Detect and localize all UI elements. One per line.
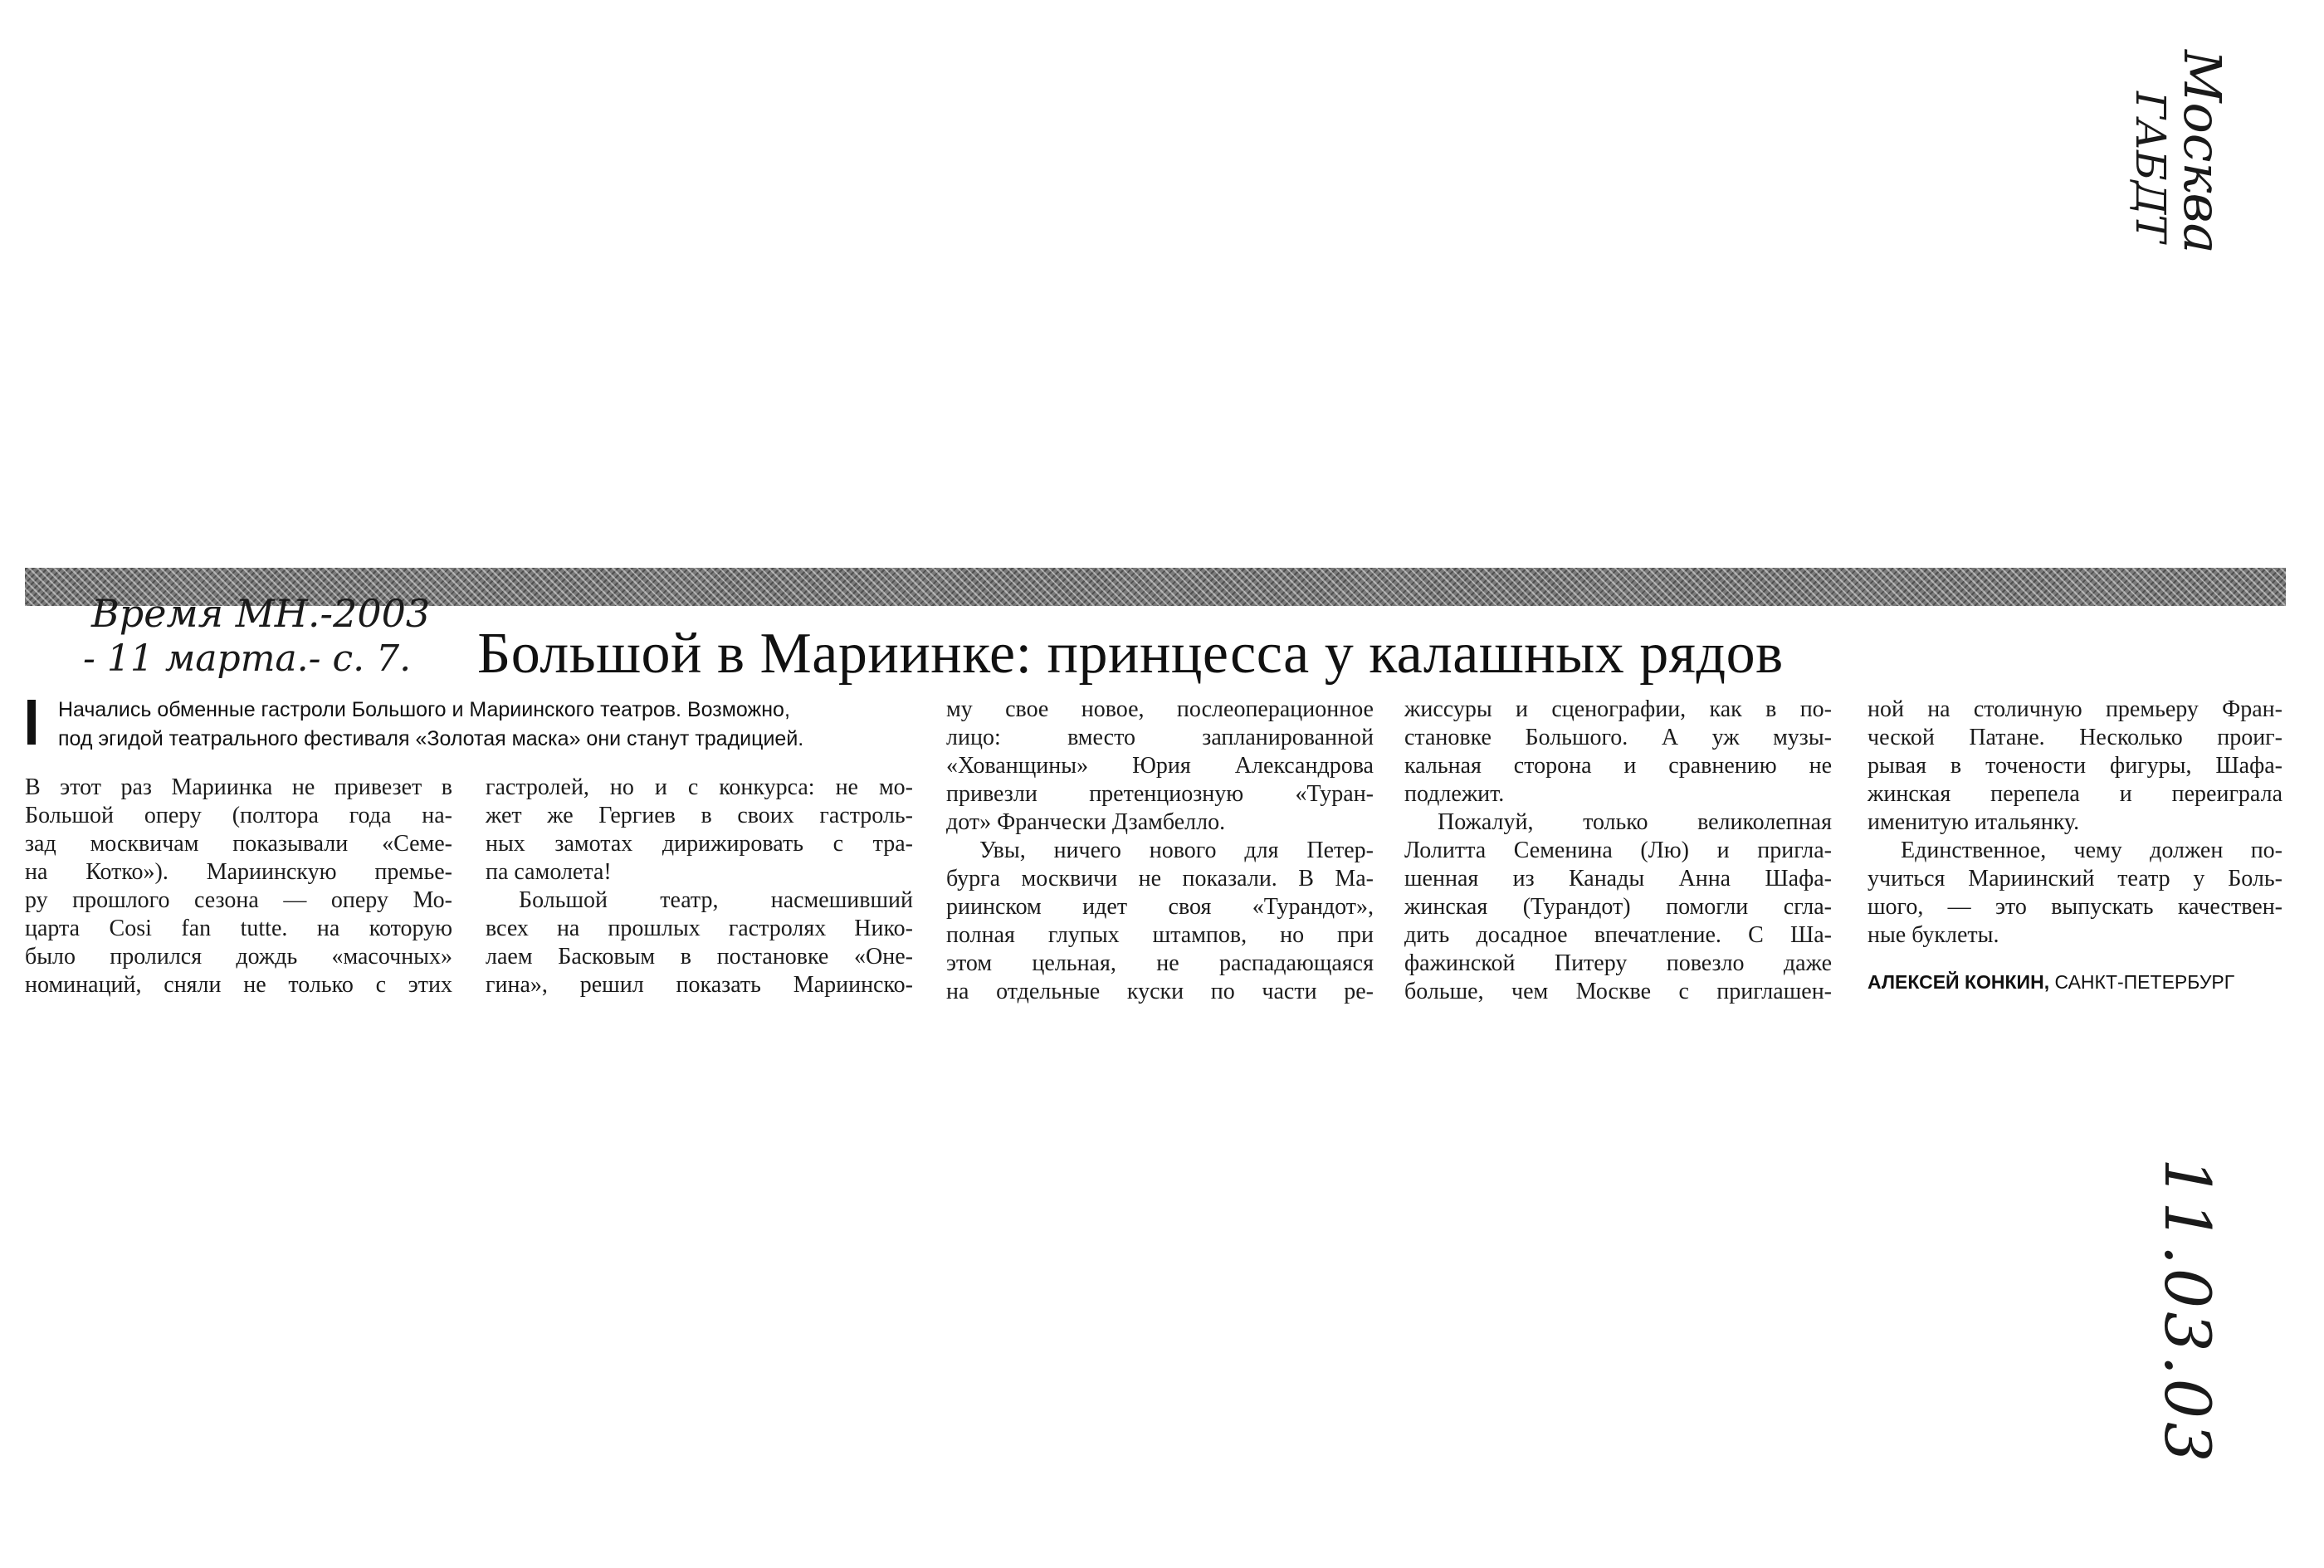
text-line: гастролей, но и с конкурса: не мо-: [486, 774, 913, 800]
handwritten-note-theatre: [2126, 91, 2175, 242]
text-line: зад москвичам показывали «Семе-: [25, 831, 452, 857]
text-line: Увы, ничего нового для Петер-: [979, 838, 1374, 863]
text-line: ных замотах дирижировать с тра-: [486, 831, 913, 857]
handwritten-source-line2: - 11 марта.- с. 7.: [83, 637, 412, 680]
text-line: становке Большого. А уж музы-: [1404, 725, 1832, 750]
text-line: дот» Франчески Дзамбелло.: [946, 809, 1226, 835]
article-column-1: [25, 774, 452, 999]
handwritten-city: Москва: [2172, 50, 2233, 254]
article-headline: Большой в Мариинке: принцесса у калашных рядов: [477, 622, 1784, 686]
text-line: В этот раз Мариинка не привезет в: [25, 774, 452, 800]
handwritten-theatre: ГАБДТ: [2126, 91, 2175, 242]
article-column-4: [1404, 696, 1832, 1006]
text-line: полная глупых штампов, но при: [946, 922, 1374, 948]
handwritten-date: 11.03.03: [2151, 1158, 2224, 1466]
text-line: гина», решил показать Мариинско-: [486, 972, 913, 998]
text-line: привезли претенциозную «Туран-: [946, 781, 1374, 807]
text-line: Большой оперу (полтора года на-: [25, 803, 452, 828]
article-column-3: [946, 696, 1374, 1006]
text-line: шого, — это выпускать качествен-: [1868, 894, 2282, 920]
text-line: именитую итальянку.: [1868, 809, 2080, 835]
text-line: ческой Патане. Несколько проиг-: [1868, 725, 2282, 750]
text-line: кальная сторона и сравнению не: [1404, 753, 1832, 779]
text-line: бурга москвичи не показали. В Ма-: [946, 866, 1374, 891]
lead-line: Начались обменные гастроли Большого и Мариинского театров. Возможно,: [58, 698, 790, 721]
text-line: му свое новое, послеоперационное: [946, 696, 1374, 722]
text-line: рывая в точености фигуры, Шафа-: [1868, 753, 2282, 779]
text-line: всех на прошлых гастролях Нико-: [486, 916, 913, 941]
lead-marker: [27, 700, 36, 745]
text-line: Единственное, чему должен по-: [1901, 838, 2282, 863]
text-line: Лолитта Семенина (Лю) и пригла-: [1404, 838, 1832, 863]
text-line: лаем Басковым в постановке «Оне-: [486, 944, 913, 970]
text-line: «Хованщины» Юрия Александрова: [946, 753, 1374, 779]
text-line: подлежит.: [1404, 781, 1505, 807]
article-lead: [58, 696, 913, 754]
text-line: Пожалуй, только великолепная: [1438, 809, 1832, 835]
text-line: лицо: вместо запланированной: [946, 725, 1374, 750]
byline-city: САНКТ-ПЕТЕРБУРГ: [2054, 971, 2235, 993]
text-line: царта Cosi fan tutte. на которую: [25, 916, 452, 941]
text-line: фажинской Питеру повезло даже: [1404, 950, 1832, 976]
text-line: этом цельная, не распадающаяся: [946, 950, 1374, 976]
text-line: жинская перепела и переиграла: [1868, 781, 2282, 807]
text-line: жет же Гергиев в своих гастроль-: [486, 803, 913, 828]
text-line: номинаций, сняли не только с этих: [25, 972, 452, 998]
article-column-5: [1868, 696, 2282, 950]
text-line: па самолета!: [486, 859, 612, 885]
article-byline: [1868, 971, 2234, 994]
text-line: ру прошлого сезона — оперу Мо-: [25, 887, 452, 913]
lead-line: под эгидой театрального фестиваля «Золотая маска» они станут традицией.: [58, 727, 804, 750]
article-column-2: [486, 774, 913, 999]
text-line: шенная из Канады Анна Шафа-: [1404, 866, 1832, 891]
text-line: ной на столичную премьеру Фран-: [1868, 696, 2282, 722]
text-line: дить досадное впечатление. С Ша-: [1404, 922, 1832, 948]
text-line: жинская (Турандот) помогли сгла-: [1404, 894, 1832, 920]
text-line: ные буклеты.: [1868, 922, 1999, 948]
text-line: жиссуры и сценографии, как в по-: [1404, 696, 1832, 722]
text-line: риинском идет своя «Турандот»,: [946, 894, 1374, 920]
text-line: учиться Мариинский театр у Боль-: [1868, 866, 2282, 891]
text-line: Большой театр, насмешивший: [519, 887, 913, 913]
handwritten-note-city: [2172, 50, 2233, 254]
text-line: больше, чем Москве с приглашен-: [1404, 979, 1832, 1004]
handwritten-source-line1: Время МН.-2003: [91, 591, 431, 636]
text-line: было пролился дождь «масочных»: [25, 944, 452, 970]
byline-author: АЛЕКСЕЙ КОНКИН,: [1868, 971, 2050, 993]
text-line: на отдельные куски по части ре-: [946, 979, 1374, 1004]
text-line: на Котко»). Мариинскую премье-: [25, 859, 452, 885]
